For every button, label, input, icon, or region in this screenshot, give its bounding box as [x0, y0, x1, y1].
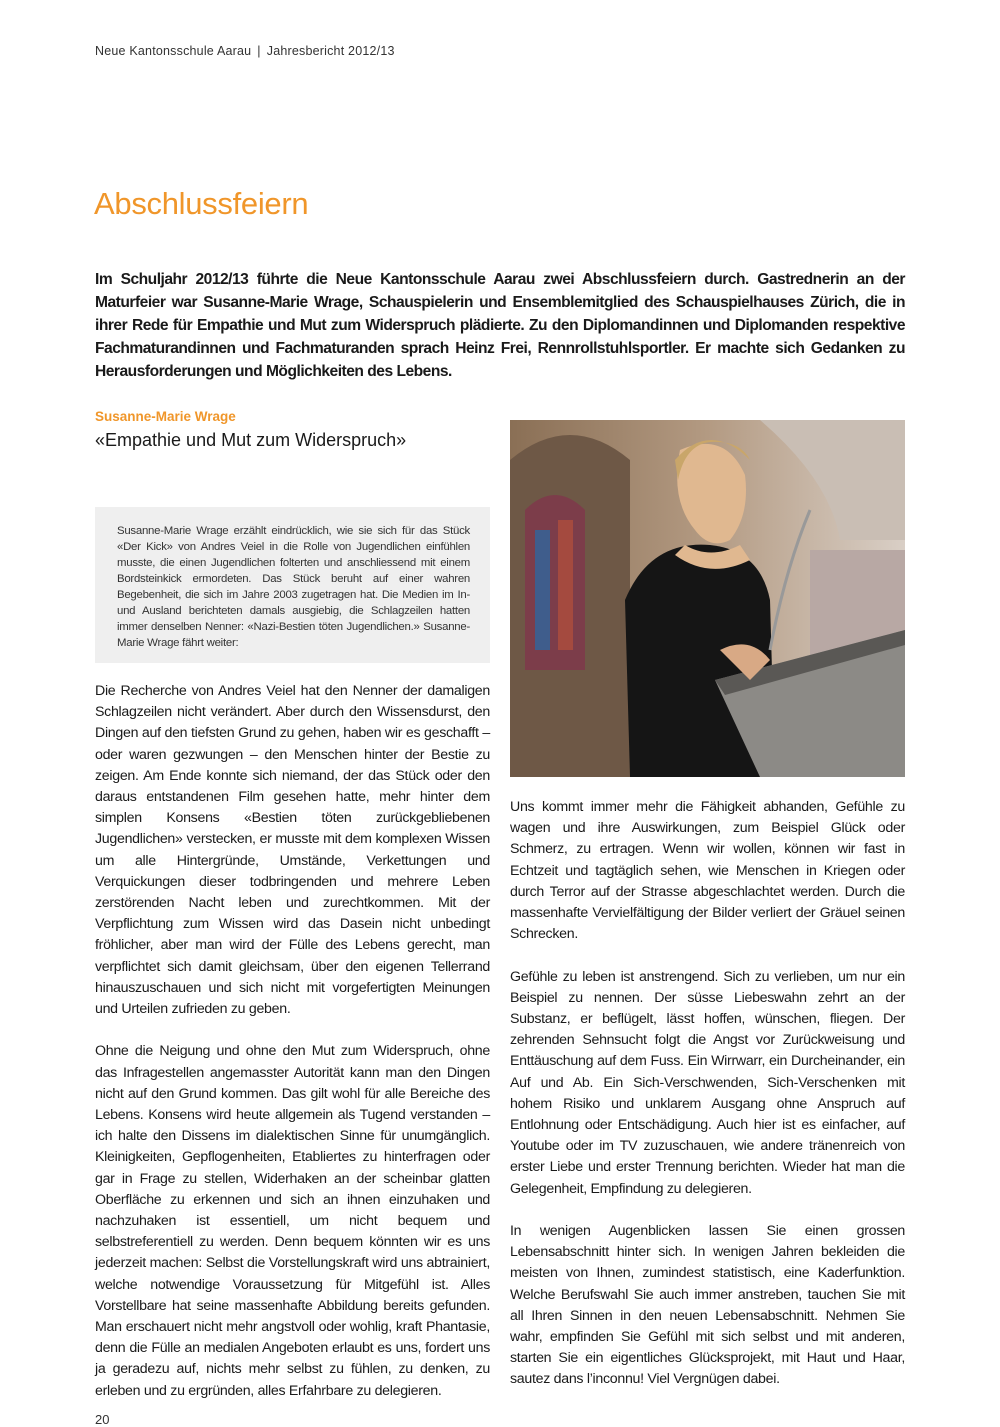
article-headline: «Empathie und Mut zum Widerspruch»	[95, 430, 407, 450]
header-report: Jahresbericht 2012/13	[266, 44, 395, 58]
intro-box: Susanne-Marie Wrage erzählt eindrücklich, wie sie sich für das Stück «Der Kick» von Andres Veiel in die Rolle von Jugendlichen einfühlen musste, die einen Jugendlichen folterten und anschliessend mit einem Bordsteinkick ermordeten. Das Stück beruht auf einer wahren Begebenheit, die sich im Jahre 2003 zugetragen hat. Die Medien im In- und Ausland berichteten damals ausgiebig, die Schlagzeilen hatten immer denselben Nenner: «Nazi-Bestien töten Jugendlichen.» Susanne-Marie Wrage fährt weiter:	[95, 507, 490, 663]
running-header	[95, 44, 395, 58]
page-title: Abschlussfeiern	[94, 186, 309, 221]
right-column	[510, 797, 905, 1391]
body-paragraph: Uns kommt immer mehr die Fähigkeit abhanden, Gefühle zu wagen und ihre Auswirkungen, zum Beispiel Glück oder Schmerz, zu ertragen. Wenn wir wollen, können wir fast in Echtzeit und tagtäglich sehen, wie Menschen in Kriegen oder durch Terror auf der Strasse abgeschlachtet werden. Durch die massenhafte Vervielfältigung der Bilder verliert der Gräuel seinen Schrecken.	[510, 799, 905, 943]
header-school: Neue Kantonsschule Aarau	[95, 44, 252, 58]
speaker-photo	[510, 420, 905, 777]
page-number: 20	[95, 1412, 110, 1427]
left-column	[95, 681, 490, 1402]
body-paragraph: Ohne die Neigung und ohne den Mut zum Widerspruch, ohne das Infragestellen angemasster Autorität kann man den Dingen nicht auf den Grund kommen. Das gilt wohl für alle Bereiche des Lebens. Konsens wird heute allgemein als Tugend verstanden – ich halte den Dissens im dialektischen Sinne für unumgänglich. Kleinigkeiten, Gepflogenheiten, Etabliertes zu hinterfragen oder gar in Frage zu stellen, Widerhaken an der scheinbar glatten Oberfläche zu erkennen und sich an ihnen einzuhaken und nachzuhaken ist essentiell, um nicht bequem und selbstreferentiell zu werden. Denn bequem könnten wir es uns jederzeit machen: Selbst die Vorstellungskraft wird uns abtrainiert, welche notwendige Voraussetzung für Mitgefühl ist. Alles Vorstellbare hat seine massenhafte Abbildung bereits gefunden. Man erschauert nicht mehr angstvoll oder wohlig, kraft Phantasie, denn die Fülle an medialen Angeboten erlaubt es uns, fordert uns ja geradezu auf, nichts mehr selbst zu fühlen, zu denken, zu erleben und zu ergründen, alles Erfahrbare zu delegieren.	[95, 1043, 490, 1399]
body-paragraph: Die Recherche von Andres Veiel hat den Nenner der damaligen Schlagzeilen nicht verändert. Aber durch den Wissensdurst, den Dingen auf den tiefsten Grund zu gehen, haben wir es geschafft – oder waren gezwungen – den Menschen hinter der Bestie zu zeigen. Am Ende konnte sich niemand, der das Stück oder den daraus entstandenen Film gesehen hatte, mehr hinter dem simplen Konsens «Bestien töten zurückgebliebenen Jugendlichen» verstecken, er musste mit dem komplexen Wissen um alle Hintergründe, Umstände, Verkettungen und Verquickungen dieser todbringenden und mehrere Leben zerstörenden Nacht leben und zurechtkommen. Mit der Verpflichtung zum Wissen wird das Dasein nicht unbedingt fröhlicher, aber man wird der Fülle des Lebens gerecht, man verpflichtet sich damit gleichsam, über den eigenen Tellerrand hinauszuschauen und sich nicht mit vorgefertigten Meinungen und Urteilen zufrieden zu geben.	[95, 683, 490, 1018]
article-kicker: Susanne-Marie Wrage	[95, 409, 236, 424]
body-paragraph: In wenigen Augenblicken lassen Sie einen grossen Lebensabschnitt hinter sich. In wenigen Jahren bekleiden die meisten von Ihnen, zumindest statistisch, eine Kaderfunktion. Welche Berufswahl Sie auch immer anstreben, tauchen Sie mit all Ihren Sinnen in den neuen Lebensabschnitt. Nehmen Sie wahr, empfinden Sie Gefühl mit sich selbst und mit anderen, starten Sie ein eigentliches Glücksprojekt, mit Haut und Haar, sautez dans l’inconnu! Viel Vergnügen dabei.	[510, 1223, 905, 1388]
body-paragraph: Gefühle zu leben ist anstrengend. Sich zu verlieben, um nur ein Beispiel zu nennen. Der süsse Liebeswahn zehrt an der Substanz, er beflügelt, lässt hoffen, wünschen, fliegen. Der zehrenden Sehnsucht folgt die Angst vor Zurückweisung und Enttäuschung auf dem Fuss. Ein Wirrwarr, ein Durcheinander, ein Auf und Ab. Ein Sich-Verschwenden, Sich-Verschenken mit hohem Risiko und unklarem Ausgang ohne Anspruch auf Entlohnung oder Entschädigung. Auch hier ist es einfacher, auf Youtube oder im TV zuzuschauen, wie andere tränenreich von erster Liebe und erster Trennung berichten. Wieder hat man die Gelegenheit, Empfindung zu delegieren.	[510, 968, 905, 1197]
header-separator: |	[257, 44, 261, 58]
lead-paragraph: Im Schuljahr 2012/13 führte die Neue Kantonsschule Aarau zwei Abschlussfeiern durch. Gastrednerin an der Maturfeier war Susanne-Marie Wrage, Schauspielerin und Ensemblemitglied des Schauspielhauses Zürich, die in ihrer Rede für Empathie und Mut zum Widerspruch plädierte. Zu den Diplomandinnen und Diplomanden respektive Fachmaturandinnen und Fachmaturanden sprach Heinz Frei, Rennrollstuhlsportler. Er machte sich Gedanken zu Herausforderungen und Möglichkeiten des Lebens.	[95, 271, 905, 380]
